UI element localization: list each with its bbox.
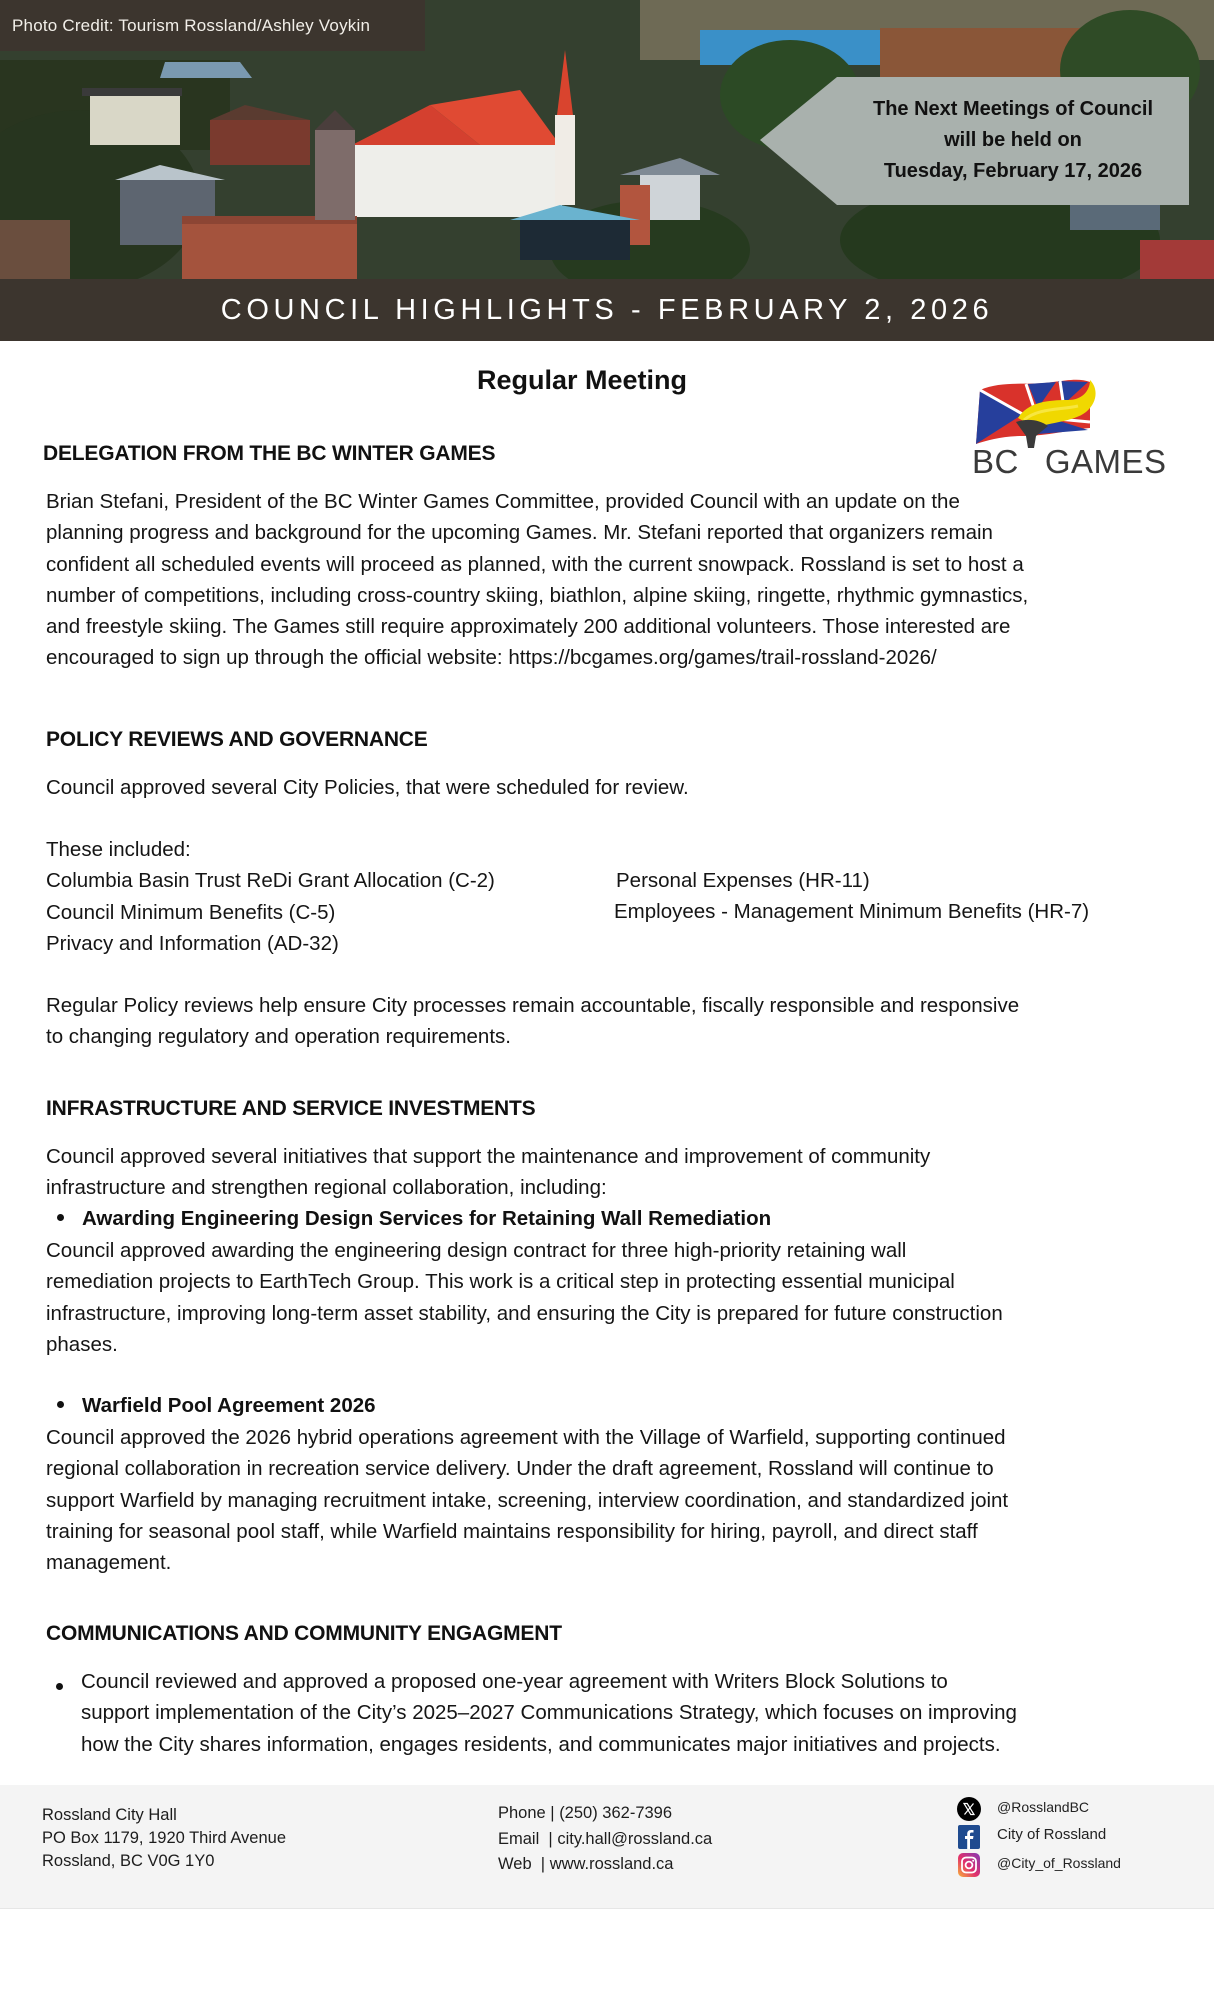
text-line: training for seasonal pool staff, while Warfield maintains responsibility for hiring, payroll, and direct staff — [46, 1519, 978, 1543]
bullet-icon — [57, 1214, 64, 1221]
footer-social — [957, 1795, 1177, 1879]
facebook-icon — [957, 1825, 981, 1849]
web-link[interactable]: www.rossland.ca — [549, 1855, 674, 1873]
text-line: how the City shares information, engages residents, and communicates major initiatives and projects. — [81, 1732, 1001, 1756]
callout-line-1: The Next Meetings of Council — [872, 98, 1154, 120]
text-line: support Warfield by managing recruitment intake, screening, interview coordination, and standardized joint — [46, 1488, 1009, 1512]
policy-item: Columbia Basin Trust ReDi Grant Allocation (C-2) — [46, 869, 495, 893]
text-line: Council approved the 2026 hybrid operations agreement with the Village of Warfield, supporting continued — [46, 1426, 1006, 1449]
bullet-title: Warfield Pool Agreement 2026 — [82, 1394, 376, 1417]
bc-games-logo — [968, 378, 1167, 484]
social-label: City of Rossland — [997, 1826, 1107, 1843]
logo-text-games: GAMES — [1044, 443, 1167, 480]
page-title: COUNCIL HIGHLIGHTS - FEBRUARY 2, 2026 — [0, 279, 1214, 341]
social-facebook[interactable] — [957, 1823, 1177, 1851]
text-line: management. — [46, 1551, 172, 1575]
policy-closing-paragraph — [46, 990, 1019, 1053]
email-link[interactable]: city.hall@rossland.ca — [557, 1829, 713, 1848]
bullet-item-warfield-pool — [57, 1390, 376, 1421]
hero-banner — [0, 0, 1214, 279]
section-heading-communications: COMMUNICATIONS AND COMMUNITY ENGAGMENT — [46, 1622, 562, 1645]
phone-row: Phone | (250) 362-7396 — [498, 1804, 673, 1822]
footer-address — [42, 1804, 286, 1873]
policy-item: Council Minimum Benefits (C-5) — [46, 900, 336, 924]
text-line: to changing regulatory and operation requirements. — [46, 1025, 511, 1049]
text-line: Council approved several City Policies, that were scheduled for review. — [46, 776, 689, 799]
text-line: infrastructure and strengthen regional collaboration, including: — [46, 1176, 607, 1200]
section-heading-delegation: DELEGATION FROM THE BC WINTER GAMES — [43, 442, 496, 465]
text-line: encouraged to sign up through the official website: https://bcgames.org/games/trail-rossland-2026/ — [46, 646, 937, 670]
next-meeting-callout — [760, 77, 1189, 205]
bullet-icon — [57, 1401, 64, 1408]
policy-list-left — [46, 834, 495, 959]
section-heading-infrastructure: INFRASTRUCTURE AND SERVICE INVESTMENTS — [46, 1097, 536, 1120]
address-line: PO Box 1179, 1920 Third Avenue — [42, 1829, 287, 1847]
delegation-paragraph — [46, 486, 1028, 674]
infrastructure-intro — [46, 1141, 930, 1204]
email-label: Email — [498, 1829, 540, 1848]
bullet-item-retaining-wall — [57, 1203, 771, 1234]
footer-contact — [498, 1801, 712, 1878]
policy-item: Personal Expenses (HR-11) — [616, 869, 870, 892]
policy-intro — [46, 772, 689, 803]
text-line: number of competitions, including cross-country skiing, biathlon, alpine skiing, ringette, rhythmic gymnastics, — [46, 583, 1029, 607]
callout-line-3: Tuesday, February 17, 2026 — [883, 160, 1143, 182]
text-line: support implementation of the City’s 2025–2027 Communications Strategy, which focuses on improving — [81, 1701, 1017, 1725]
text-line: remediation projects to EarthTech Group. This work is a critical step in protecting essential municipal — [46, 1270, 955, 1294]
communications-bullet-paragraph — [81, 1666, 1017, 1760]
text-line: Council approved awarding the engineering design contract for three high-priority retaining wall — [46, 1239, 907, 1262]
phone-label: Phone — [498, 1804, 546, 1822]
text-line: and freestyle skiing. The Games still require approximately 200 additional volunteers. Those interested are — [46, 615, 1011, 639]
policy-item: Employees - Management Minimum Benefits (HR-7) — [614, 900, 1090, 924]
photo-credit: Photo Credit: Tourism Rossland/Ashley Voykin — [0, 0, 425, 51]
social-x[interactable] — [957, 1795, 1177, 1823]
text-line: Regular Policy reviews help ensure City processes remain accountable, fiscally responsible and responsive — [46, 994, 1020, 1017]
callout-line-2: will be held on — [944, 129, 1082, 151]
social-label: @RosslandBC — [997, 1799, 1090, 1815]
section-heading-policy: POLICY REVIEWS AND GOVERNANCE — [46, 728, 428, 751]
x-icon — [957, 1797, 981, 1821]
email-row: Email | city.hall@rossland.ca — [498, 1829, 713, 1848]
phone-value[interactable]: (250) 362-7396 — [559, 1804, 673, 1822]
text-line: infrastructure, improving long-term asset stability, and ensuring the City is prepared for future construction — [46, 1301, 1003, 1325]
web-label: Web — [498, 1855, 532, 1873]
meeting-type-heading: Regular Meeting — [476, 365, 688, 395]
footer — [0, 1785, 1214, 1909]
social-label: @City_of_Rossland — [997, 1855, 1121, 1871]
text-line: confident all scheduled events will proceed as planned, with the current snowpack. Rossland is set to host a — [46, 552, 1024, 576]
text-line: Council reviewed and approved a proposed one-year agreement with Writers Block Solutions to — [81, 1670, 948, 1693]
bullet-icon — [56, 1683, 63, 1690]
web-row: Web | www.rossland.ca — [498, 1855, 674, 1873]
text-line: regional collaboration in recreation service delivery. Under the draft agreement, Rossland will continue to — [46, 1457, 994, 1481]
social-instagram[interactable] — [957, 1851, 1177, 1879]
warfield-pool-paragraph — [46, 1422, 1008, 1578]
text-line: Brian Stefani, President of the BC Winter Games Committee, provided Council with an update on the — [46, 490, 960, 513]
retaining-wall-paragraph — [46, 1235, 1003, 1360]
address-line: Rossland, BC V0G 1Y0 — [42, 1852, 215, 1870]
policy-list-right — [614, 865, 1089, 928]
text-line: Council approved several initiatives that support the maintenance and improvement of community — [46, 1145, 931, 1168]
text-line: planning progress and background for the upcoming Games. Mr. Stefani reported that organizers remain — [46, 521, 993, 545]
text-line: phases. — [46, 1332, 118, 1356]
logo-text-bc: BC — [972, 443, 1019, 480]
policy-item: Privacy and Information (AD-32) — [46, 931, 339, 955]
bc-games-flag-icon — [968, 378, 1148, 448]
address-line: Rossland City Hall — [42, 1806, 177, 1824]
bullet-title: Awarding Engineering Design Services for Retaining Wall Remediation — [82, 1207, 772, 1230]
included-label: These included: — [46, 838, 191, 861]
instagram-icon — [957, 1853, 981, 1877]
